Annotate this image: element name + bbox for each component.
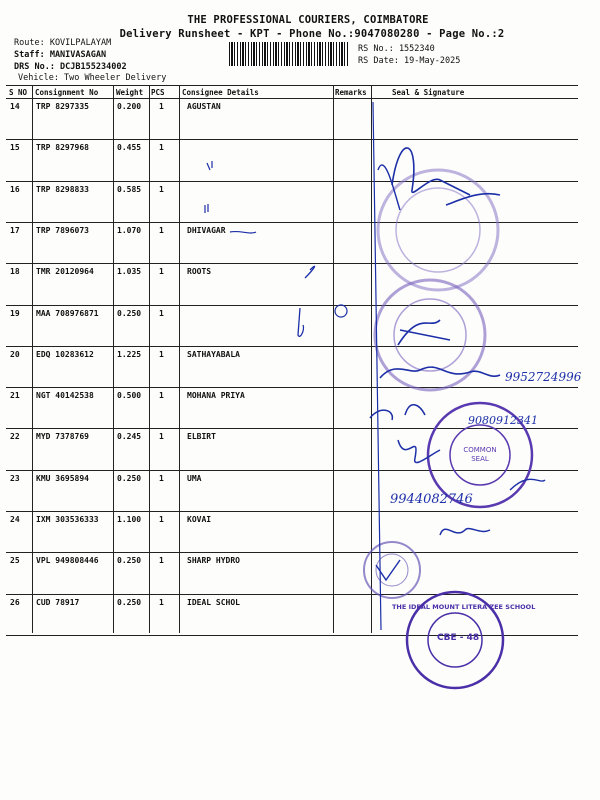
cell-consignee: AGUSTAN — [187, 102, 221, 111]
col-header-weight: Weight — [116, 88, 144, 97]
rs-number: RS No.: 1552340 — [358, 44, 435, 54]
signature-row17 — [378, 165, 400, 210]
signature-row22 — [398, 440, 440, 463]
table-header-rule — [6, 98, 578, 99]
cell-consignment: KMU 3695894 — [36, 473, 89, 483]
cell-consignee: KOVAI — [187, 515, 212, 524]
row-divider — [6, 511, 578, 512]
cell-weight: 0.455 — [117, 143, 142, 153]
remark-mark-19 — [298, 308, 303, 336]
barcode — [229, 42, 349, 66]
cell-consignee: ROOTS — [187, 267, 212, 277]
cell-sno: 24 — [10, 515, 20, 524]
cell-pcs: 1 — [159, 349, 164, 359]
cell-consignee: SHARP HYDRO — [187, 556, 240, 566]
cell-pcs: 1 — [159, 473, 164, 483]
signature-row19 — [398, 320, 450, 345]
cell-consignee: ELBIRT — [187, 432, 216, 442]
cell-pcs: 1 — [159, 308, 164, 318]
rs-date: RS Date: 19-May-2025 — [358, 56, 461, 66]
cell-sno: 14 — [10, 102, 20, 111]
cell-weight: 1.225 — [117, 349, 142, 359]
cell-sno: 20 — [10, 349, 20, 359]
cell-consignment: EDQ 10283612 — [36, 349, 94, 359]
cell-sno: 22 — [10, 432, 20, 442]
cell-pcs: 1 — [159, 184, 164, 194]
sharp-stamp — [364, 542, 420, 598]
remark-mark-18 — [305, 266, 315, 278]
cell-weight: 0.250 — [117, 556, 142, 566]
cell-consignment: TRP 8297968 — [36, 143, 89, 153]
cell-consignment: IXM 303536333 — [36, 515, 99, 524]
row-divider — [6, 428, 578, 429]
cell-consignment: MAA 708976871 — [36, 308, 99, 318]
remark-tick-16 — [205, 204, 208, 213]
col-divider — [32, 85, 33, 633]
cell-consignment: NGT 40142538 — [36, 391, 94, 401]
signature-row21 — [370, 405, 425, 420]
row-divider — [6, 346, 578, 347]
handwritten-phone-24: 9944082746 — [390, 492, 473, 507]
row-divider — [6, 635, 578, 636]
cell-weight: 0.585 — [117, 184, 142, 194]
school-stamp-code: CBE - 48 — [437, 633, 480, 643]
cell-pcs: 1 — [159, 102, 164, 111]
row-divider — [6, 470, 578, 471]
cell-pcs: 1 — [159, 267, 164, 277]
cell-weight: 0.200 — [117, 102, 142, 111]
school-stamp-text: THE IDEAL MOUNT LITERA ZEE SCHOOL — [392, 603, 536, 611]
cell-consignment: MYD 7378769 — [36, 432, 89, 442]
col-divider — [113, 85, 114, 633]
cell-pcs: 1 — [159, 143, 164, 153]
col-divider — [371, 85, 372, 633]
cell-weight: 1.035 — [117, 267, 142, 277]
round-stamp-upper — [378, 170, 498, 290]
row-divider — [6, 263, 578, 264]
cell-pcs: 1 — [159, 556, 164, 566]
staff-label: Staff: MANIVASAGAN — [14, 50, 107, 60]
row-divider — [6, 387, 578, 388]
cell-consignment: CUD 78917 — [36, 597, 80, 607]
signature-row24 — [440, 529, 490, 535]
cell-sno: 18 — [10, 267, 20, 277]
table-top-rule — [6, 85, 578, 86]
col-header-pcs: PCS — [151, 88, 165, 97]
row-divider — [6, 594, 578, 595]
cell-weight: 0.250 — [117, 473, 142, 483]
cell-weight: 1.070 — [117, 225, 142, 235]
cell-consignment: TRP 8298833 — [36, 184, 89, 194]
common-seal-text: COMMON SEAL — [463, 446, 497, 463]
cell-weight: 1.100 — [117, 515, 142, 524]
row-divider — [6, 139, 578, 140]
cell-weight: 0.245 — [117, 432, 142, 442]
cell-sno: 25 — [10, 556, 20, 566]
cell-pcs: 1 — [159, 225, 164, 235]
cell-sno: 16 — [10, 184, 20, 194]
company-title: THE PROFESSIONAL COURIERS, COIMBATORE — [187, 14, 429, 26]
row-divider — [6, 222, 578, 223]
signature-row23 — [510, 479, 545, 490]
cell-weight: 0.500 — [117, 391, 142, 401]
cell-pcs: 1 — [159, 391, 164, 401]
cell-weight: 0.250 — [117, 308, 142, 318]
col-divider — [179, 85, 180, 633]
cell-consignee: MOHANA PRIYA — [187, 391, 245, 401]
cell-pcs: 1 — [159, 515, 164, 524]
handwritten-phone-22: 9080912341 — [468, 414, 538, 427]
col-header-remarks: Remarks — [335, 88, 367, 97]
cell-sno: 15 — [10, 143, 20, 153]
remark-circle-19 — [335, 305, 347, 317]
cell-pcs: 1 — [159, 597, 164, 607]
col-header-consignment: Consignment No — [35, 88, 99, 97]
row-divider — [6, 305, 578, 306]
cell-consignee: DHIVAGAR — [187, 225, 226, 235]
signature-row25 — [376, 560, 400, 580]
cell-sno: 26 — [10, 597, 20, 607]
arrow-17 — [230, 232, 256, 233]
drs-label: DRS No.: DCJB155234002 — [14, 62, 127, 72]
route-label: Route: KOVILPALAYAM — [14, 38, 112, 48]
cell-consignee: SATHAYABALA — [187, 349, 240, 359]
cell-consignment: VPL 949808446 — [36, 556, 99, 566]
cell-sno: 17 — [10, 225, 20, 235]
cell-pcs: 1 — [159, 432, 164, 442]
remark-tick-15 — [207, 161, 212, 170]
col-header-sno: S NO — [9, 88, 28, 97]
cell-weight: 0.250 — [117, 597, 142, 607]
vehicle-label: Vehicle: Two Wheeler Delivery — [18, 73, 167, 83]
cell-consignee: UMA — [187, 473, 202, 483]
signature-row20 — [380, 367, 500, 378]
handwritten-phone-20: 9952724996 — [505, 370, 582, 384]
cell-sno: 23 — [10, 473, 20, 483]
signature-row16 — [392, 148, 500, 205]
cell-consignment: TMR 20120964 — [36, 267, 94, 277]
round-stamp-middle — [375, 280, 485, 390]
row-divider — [6, 181, 578, 182]
row-divider — [6, 552, 578, 553]
col-header-consignee: Consignee Details — [182, 88, 259, 97]
cell-consignment: TRP 8297335 — [36, 102, 89, 111]
col-divider — [149, 85, 150, 633]
cell-sno: 21 — [10, 391, 20, 401]
runsheet-subtitle: Delivery Runsheet - KPT - Phone No.:9047080280 - Page No.:2 — [119, 28, 505, 40]
col-divider — [333, 85, 334, 633]
col-header-seal: Seal & Signature — [392, 88, 465, 97]
cell-sno: 19 — [10, 308, 20, 318]
cell-consignee: IDEAL SCHOL — [187, 597, 240, 607]
cell-consignment: TRP 7896073 — [36, 225, 89, 235]
